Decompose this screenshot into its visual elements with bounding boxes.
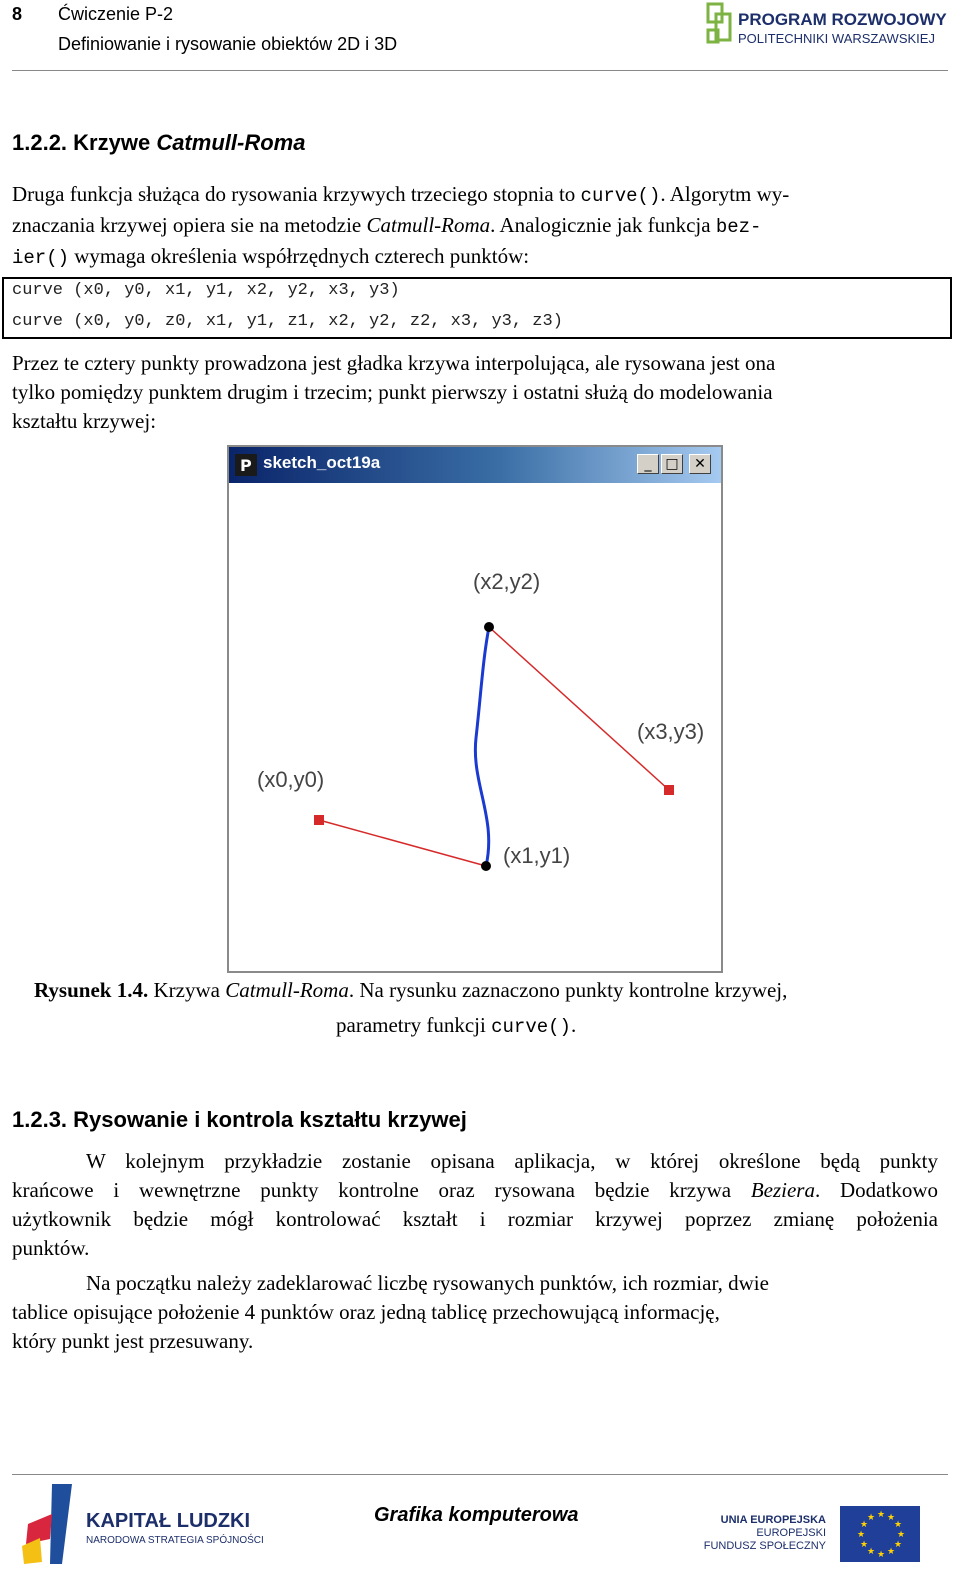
text-line xyxy=(12,1176,938,1205)
text: krańcowe i wewnętrzne punkty kontrolne oraz rysowana będzie krzywa xyxy=(12,1178,751,1202)
text: . Dodatkowo xyxy=(814,1178,938,1202)
italic-text: Catmull-Roma xyxy=(366,213,491,237)
logo-line-1: PROGRAM ROZWOJOWY xyxy=(738,10,947,29)
processing-app-icon xyxy=(235,454,257,476)
text-line: Na początku należy zadeklarować liczbę rysowanych punktów, ich rozmiar, dwie xyxy=(86,1271,769,1295)
text: Druga funkcja służąca do rysowania krzywych trzeciego stopnia to xyxy=(12,182,581,206)
control-point-p0 xyxy=(314,815,324,825)
page-number: 8 xyxy=(12,4,23,24)
chapter-title: Ćwiczenie P-2 xyxy=(58,4,174,24)
text: Krzywa xyxy=(148,978,226,1002)
figure-caption-line-1 xyxy=(34,978,787,1003)
label-x1y1: (x1,y1) xyxy=(503,843,571,868)
paragraph-intro xyxy=(12,180,948,273)
minimize-button[interactable]: _ xyxy=(637,454,659,474)
label-x2y2: (x2,y2) xyxy=(473,569,541,594)
italic-text: Catmull-Roma xyxy=(225,978,349,1002)
svg-text:★: ★ xyxy=(887,1547,896,1557)
paragraph-declarations xyxy=(12,1269,948,1356)
window-title: sketch_oct19a xyxy=(263,453,381,472)
code-line-1: curve (x0, y0, x1, y1, x2, y2, x3, y3) xyxy=(12,281,400,300)
code-line-2: curve (x0, y0, z0, x1, y1, z1, x2, y2, z2, x3, y3, z3) xyxy=(12,312,563,331)
control-line-end xyxy=(489,627,669,790)
svg-text:★: ★ xyxy=(867,1513,876,1523)
svg-text:★: ★ xyxy=(894,1520,903,1530)
control-point-p3 xyxy=(664,785,674,795)
svg-text:★: ★ xyxy=(857,1530,866,1540)
control-line-start xyxy=(319,820,486,866)
text-line: Przez te cztery punkty prowadzona jest gładka krzywa interpolująca, ale rysowana jest ona xyxy=(12,351,776,375)
kl-line-1: KAPITAŁ LUDZKI xyxy=(86,1510,251,1532)
inline-code: curve() xyxy=(491,1016,571,1038)
heading-text: 1.2.2. Krzywe xyxy=(12,130,157,155)
caption-label: Rysunek 1.4. xyxy=(34,978,149,1002)
svg-text:★: ★ xyxy=(877,1550,886,1560)
footer-course-title: Grafika komputerowa xyxy=(374,1504,579,1526)
text: parametry funkcji xyxy=(336,1013,492,1037)
svg-text:★: ★ xyxy=(860,1520,869,1530)
inline-code: bez- xyxy=(715,216,762,238)
logo-line-2: POLITECHNIKI WARSZAWSKIEJ xyxy=(738,31,935,46)
inline-code: ier() xyxy=(12,247,70,269)
svg-text:★: ★ xyxy=(867,1547,876,1557)
heading-italic: Catmull-Roma xyxy=(156,130,306,155)
paragraph-bezier-intro xyxy=(12,1147,938,1263)
ue-line-3: FUNDUSZ SPOŁECZNY xyxy=(703,1540,826,1552)
chapter-subtitle: Definiowanie i rysowanie obiektów 2D i 3D xyxy=(58,34,398,54)
text-line: tablice opisujące położenie 4 punktów oraz jedną tablicę przechowującą informację, xyxy=(12,1300,720,1324)
text: wymaga określenia współrzędnych czterech punktów: xyxy=(69,244,530,268)
ue-line-2: EUROPEJSKI xyxy=(756,1527,826,1539)
svg-text:P: P xyxy=(240,456,252,475)
text-line: który punkt jest przesuwany. xyxy=(12,1329,254,1353)
maximize-button[interactable]: □ xyxy=(661,454,683,474)
kapital-ludzki-logo xyxy=(22,1484,282,1574)
ue-logo xyxy=(703,1504,948,1564)
italic-text: Beziera xyxy=(750,1178,815,1202)
text-line: kształtu krzywej: xyxy=(12,409,157,433)
section-heading-123: 1.2.3. Rysowanie i kontrola kształtu krzywej xyxy=(12,1107,467,1132)
section-heading-122 xyxy=(12,130,305,156)
label-x0y0: (x0,y0) xyxy=(257,767,325,792)
sketch-window xyxy=(227,445,723,973)
svg-text:★: ★ xyxy=(897,1530,906,1540)
text-line: użytkownik będzie mógł kontrolować kształt i rozmiar krzywej poprzez zmianę położenia xyxy=(12,1207,938,1231)
curve-point-p2 xyxy=(484,622,494,632)
curve-point-p1 xyxy=(481,861,491,871)
eu-flag-icon xyxy=(840,1506,920,1562)
kl-line-2: NARODOWA STRATEGIA SPÓJNOŚCI xyxy=(86,1535,264,1546)
text: znaczania krzywej opiera sie na metodzie xyxy=(12,213,367,237)
text: . xyxy=(570,1013,577,1037)
svg-text:★: ★ xyxy=(887,1513,896,1523)
label-x3y3: (x3,y3) xyxy=(637,719,705,744)
inline-code: curve() xyxy=(580,185,661,207)
header-divider xyxy=(12,70,948,71)
svg-text:★: ★ xyxy=(877,1510,886,1520)
ue-line-1: UNIA EUROPEJSKA xyxy=(720,1514,826,1526)
catmull-rom-curve xyxy=(475,627,489,866)
text: . Na rysunku zaznaczono punkty kontrolne krzywej, xyxy=(348,978,788,1002)
paragraph-curve-desc xyxy=(12,349,948,436)
window-titlebar[interactable] xyxy=(229,447,721,483)
text: . Analogicznie jak funkcja xyxy=(490,213,716,237)
kapital-ludzki-icon xyxy=(22,1484,72,1564)
program-rozwojowy-logo xyxy=(706,0,946,52)
figure-caption-line-2 xyxy=(336,1013,576,1038)
svg-text:★: ★ xyxy=(894,1540,903,1550)
footer-divider xyxy=(12,1474,948,1475)
text-line: tylko pomiędzy punktem drugim i trzecim; punkt pierwszy i ostatni służą do modelowania xyxy=(12,380,773,404)
text-line: W kolejnym przykładzie zostanie opisana aplikacja, w której określone będą punkty xyxy=(86,1149,938,1173)
text: . Algorytm wy- xyxy=(660,182,790,206)
svg-text:★: ★ xyxy=(860,1540,869,1550)
text-line: punktów. xyxy=(12,1236,90,1260)
close-button[interactable]: ✕ xyxy=(689,454,711,474)
